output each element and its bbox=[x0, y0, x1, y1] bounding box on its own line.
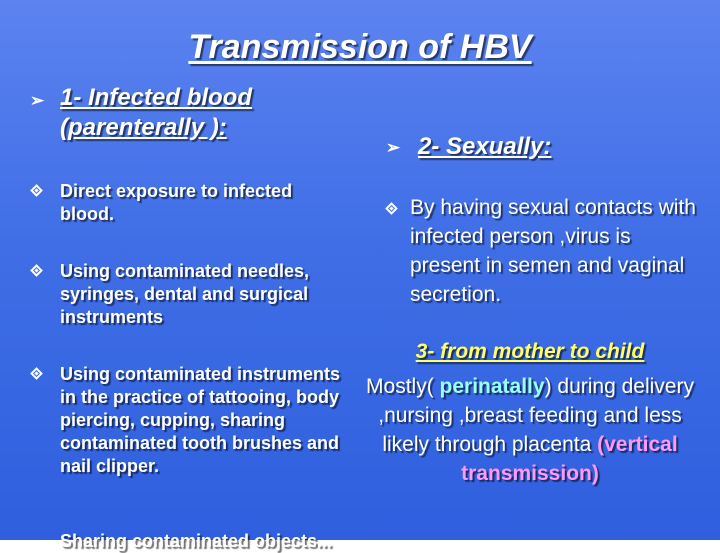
mtc-highlight-vertical: (vertical transmission) bbox=[461, 433, 678, 485]
left-item-2: Using contaminated needles, syringes, dental and surgical instruments bbox=[60, 261, 310, 327]
slide-title: Transmission of HBV bbox=[188, 28, 532, 66]
arrow-bullet-icon: ➢ bbox=[30, 91, 45, 110]
diamond-bullet-icon bbox=[30, 264, 43, 277]
left-item-3: Using contaminated instruments in the practice of tattooing, body piercing, cupping, sharing contaminated tooth brushes and nail clipper. bbox=[60, 364, 341, 476]
mtc-text-2: ) during delivery ,nursing ,breast feeding and less likely through placenta bbox=[378, 375, 694, 456]
diamond-bullet-icon bbox=[30, 367, 43, 380]
mother-to-child-text bbox=[360, 372, 700, 488]
left-heading bbox=[60, 83, 320, 143]
left-heading-line1: 1- Infected blood bbox=[60, 84, 252, 111]
right-item-sexual: By having sexual contacts with infected person ,virus is present in semen and vaginal secretion. bbox=[410, 196, 696, 306]
diamond-bullet-icon bbox=[30, 184, 43, 197]
mtc-text-1: Mostly( bbox=[366, 375, 440, 398]
diamond-bullet-icon bbox=[385, 202, 398, 215]
right-heading: 2- Sexually: bbox=[418, 133, 552, 160]
mtc-highlight-perinatally: perinatally bbox=[439, 375, 545, 398]
left-item-1: Direct exposure to infected blood. bbox=[60, 181, 293, 224]
left-item-4-cut-off: Sharing contaminated objects... bbox=[60, 531, 333, 551]
arrow-bullet-icon: ➢ bbox=[386, 138, 401, 157]
mother-to-child-heading: 3- from mother to child bbox=[415, 340, 645, 363]
left-heading-line2: (parenterally ): bbox=[60, 114, 227, 141]
